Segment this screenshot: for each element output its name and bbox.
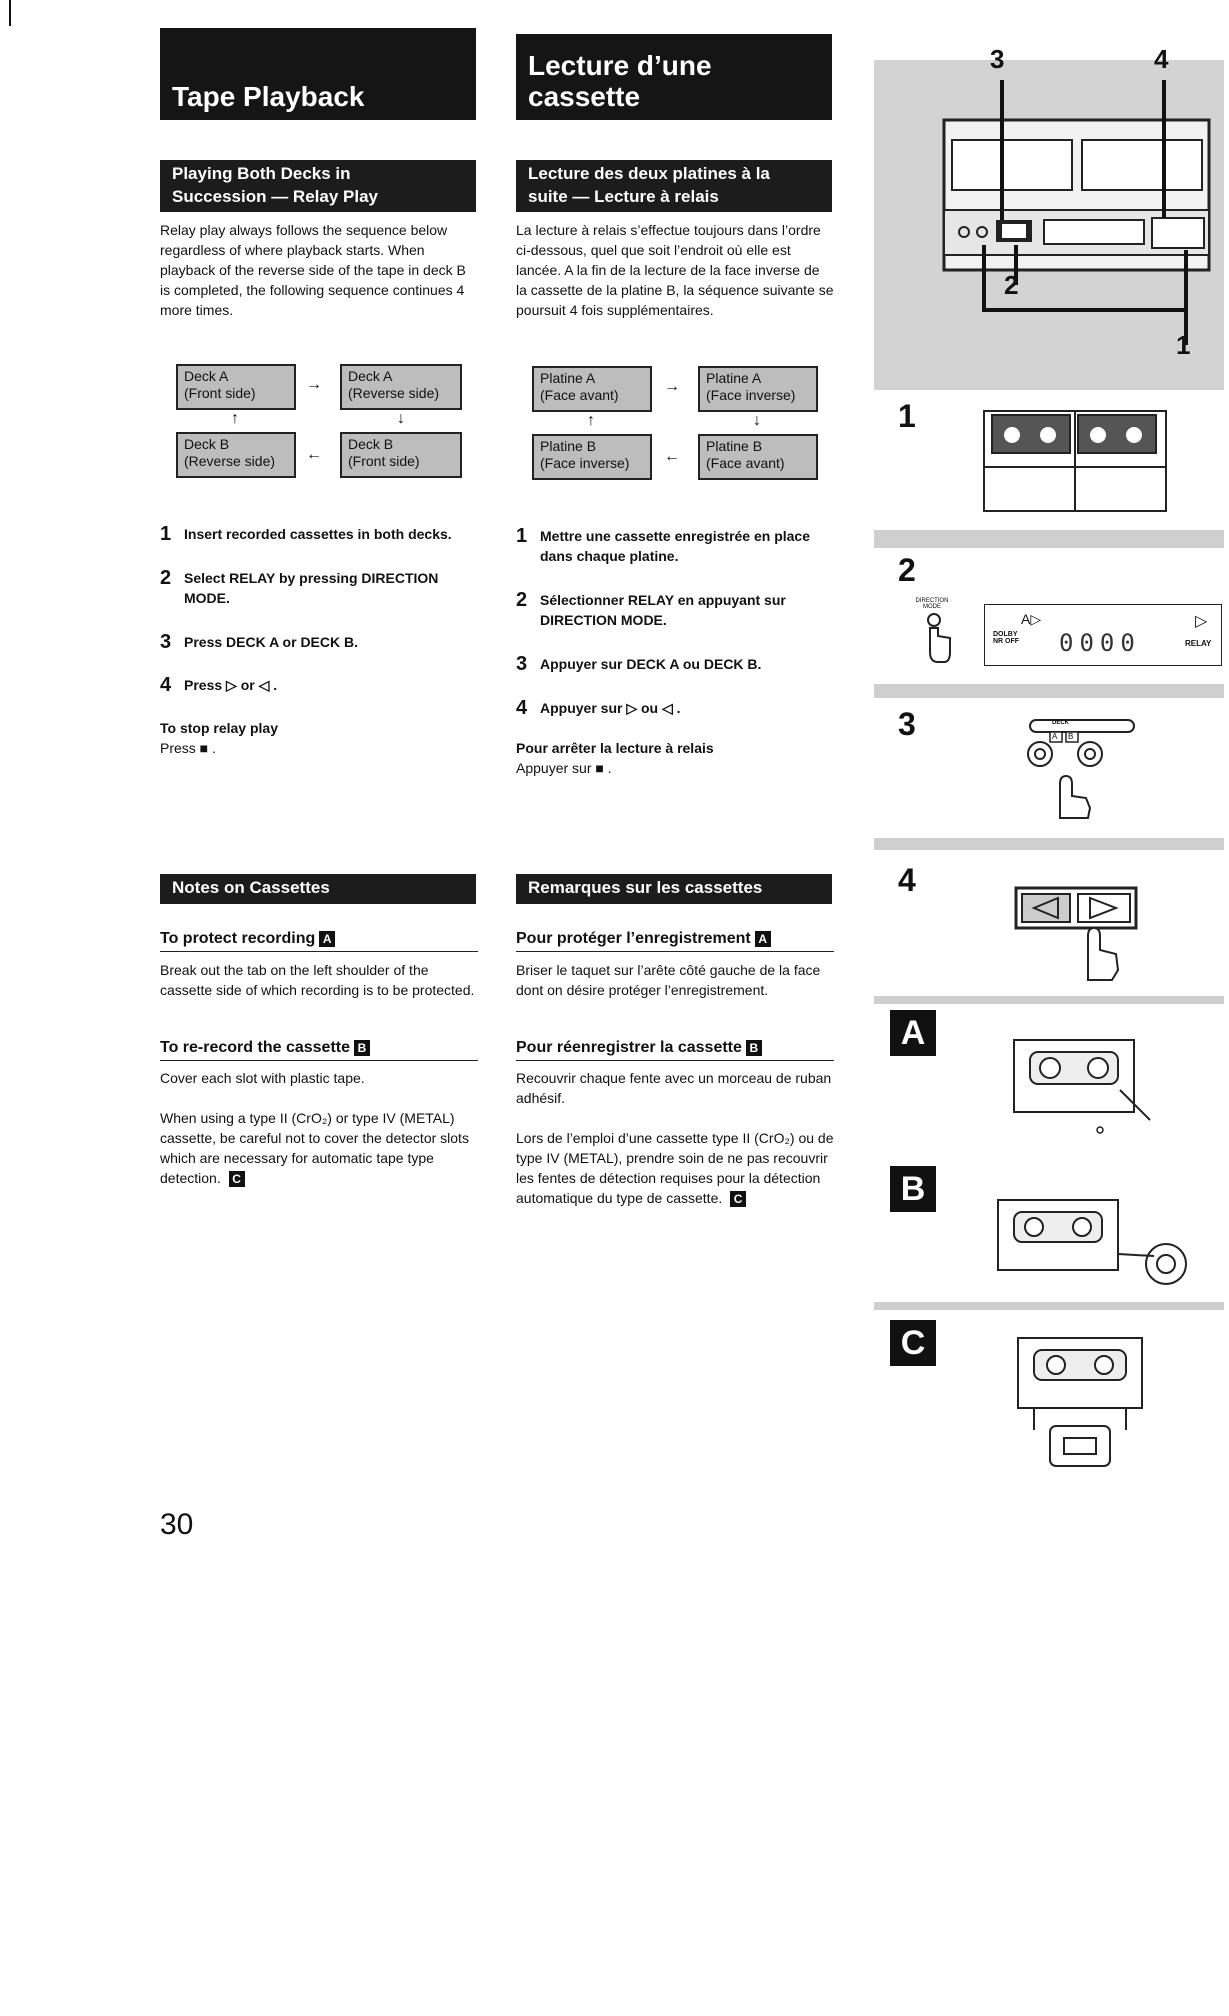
- step-en-2: 2 Select RELAY by pressing DIRECTION MODE.: [160, 567, 439, 606]
- stop-fr: [516, 738, 714, 778]
- rerecord-heading-en: To re-record the cassette B: [160, 1039, 478, 1061]
- protect-heading-en: To protect recording A: [160, 930, 478, 952]
- protect-heading-fr: Pour protéger l’enregistrement A: [516, 930, 834, 952]
- detector-slots-illustration: [1014, 1330, 1154, 1470]
- panel-a-badge: A: [890, 1010, 936, 1056]
- title-fr-line2: cassette: [528, 81, 641, 112]
- panel-b-badge: B: [890, 1166, 936, 1212]
- rerecord-heading-fr: Pour réenregistrer la cassette B: [516, 1039, 834, 1061]
- badge-c-fr-icon: C: [730, 1191, 746, 1207]
- callout-3: 3: [990, 44, 1005, 74]
- display-play-indicator: ▷: [1195, 613, 1208, 630]
- relay-heading-en-line2: Succession — Relay Play: [172, 187, 378, 206]
- divider-band-2: [874, 684, 1224, 698]
- type-text-fr: Lors de l’emploi d’une cassette type II (CrO₂) ou de type IV (METAL), prendre soin de ne pas recouvrir les fentes de détection requises pour la détection automatique du type de cassette. C: [516, 1130, 834, 1207]
- seq-en-deck-a-reverse: Deck A (Reverse side): [340, 364, 462, 410]
- step-en-3: 3 Press DECK A or DECK B.: [160, 631, 359, 653]
- seq-fr-platine-a-avant: Platine A (Face avant): [532, 366, 652, 412]
- seq-en-deck-a-front: Deck A (Front side): [176, 364, 296, 410]
- stop-en: [160, 718, 278, 758]
- deck-a-label: A: [1052, 732, 1058, 741]
- callout-1: 1: [1176, 330, 1191, 360]
- badge-a-fr-icon: A: [755, 931, 771, 947]
- divider-band-3: [874, 838, 1224, 850]
- relay-heading-fr-line2: suite — Lecture à relais: [528, 187, 719, 206]
- step-en-1: 1 Insert recorded cassettes in both decks.: [160, 523, 452, 545]
- fig-step-4: 4: [898, 862, 916, 898]
- seq-en-deck-b-front: Deck B (Front side): [340, 432, 462, 478]
- divider-band-1: [874, 530, 1224, 548]
- tape-cover-illustration: [994, 1194, 1194, 1294]
- title-fr-line1: Lecture d’une: [528, 50, 712, 81]
- protect-text-fr: Briser le taquet sur l’arête côté gauche de la face dont on désire protéger l’enregistrement.: [516, 962, 821, 998]
- stop-en-text: Press ■ .: [160, 740, 216, 756]
- step-fr-4: 4 Appuyer sur ▷ ou ◁ .: [516, 697, 681, 719]
- panel-c-badge: C: [890, 1320, 936, 1366]
- divider-band-4: [874, 996, 1224, 1004]
- deck-buttons-illustration: [1020, 718, 1140, 828]
- cassette-insert-illustration: [980, 405, 1170, 520]
- relay-heading-en: [160, 160, 476, 212]
- divider-band-5: [874, 1302, 1224, 1310]
- seq-en-deck-b-reverse: Deck B (Reverse side): [176, 432, 296, 478]
- step-fr-1: 1 Mettre une cassette enregistrée en place dans chaque platine.: [516, 525, 811, 564]
- margin-mark: [9, 0, 11, 26]
- notes-heading-en: Notes on Cassettes: [160, 874, 476, 904]
- protect-tab-illustration: [1010, 1030, 1160, 1140]
- deck-b-label: B: [1068, 732, 1074, 741]
- title-en: [160, 28, 476, 120]
- play-buttons-illustration: [1012, 884, 1142, 984]
- step-fr-2: 2 Sélectionner RELAY en appuyant sur DIRECTION MODE.: [516, 589, 786, 628]
- step-en-4: 4 Press ▷ or ◁ .: [160, 674, 278, 696]
- seq-fr-arrow-up: ↑: [587, 412, 595, 429]
- fig-step-1: 1: [898, 398, 916, 434]
- protect-text-en: Break out the tab on the left shoulder of the cassette side of which recording is to be protected.: [160, 962, 475, 998]
- deck-label: DECK: [1052, 720, 1070, 726]
- seq-fr-arrow-down: ↓: [753, 412, 761, 429]
- title-fr: [516, 34, 832, 120]
- callout-2: 2: [1004, 270, 1019, 300]
- fig-step-3: 3: [898, 706, 916, 742]
- relay-body-en: Relay play always follows the sequence below regardless of where playback starts. When playback of the reverse side of the tape in deck B is completed, the following sequence continues 4 more times.: [160, 222, 466, 318]
- seq-fr-platine-b-inverse: Platine B (Face inverse): [532, 434, 652, 480]
- step-fr-3: 3 Appuyer sur DECK A ou DECK B.: [516, 653, 762, 675]
- title-en-text: Tape Playback: [172, 81, 365, 112]
- relay-heading-en-line1: Playing Both Decks in: [172, 164, 351, 183]
- seq-en-arrow-left: ←: [306, 446, 322, 463]
- type-text-en: When using a type II (CrO₂) or type IV (METAL) cassette, be careful not to cover the detector slots which are necessary for automatic tape type detection. C: [160, 1110, 469, 1187]
- notes-heading-fr: Remarques sur les cassettes: [516, 874, 832, 904]
- seq-en-arrow-down: ↓: [397, 410, 405, 427]
- stop-en-heading: To stop relay play: [160, 720, 278, 736]
- fig-step-2: 2: [898, 552, 916, 588]
- seq-en-arrow-up: ↑: [231, 410, 239, 427]
- stop-fr-heading: Pour arrêter la lecture à relais: [516, 740, 714, 756]
- relay-heading-fr: [516, 160, 832, 212]
- display-a-indicator: A▷: [1021, 611, 1042, 627]
- relay-heading-fr-line1: Lecture des deux platines à la: [528, 164, 770, 183]
- seq-fr-arrow-right: →: [664, 378, 680, 395]
- stop-fr-text: Appuyer sur ■ .: [516, 760, 612, 776]
- page-number: 30: [160, 1508, 194, 1541]
- display-dolby: DOLBY NR OFF: [993, 631, 1020, 645]
- display-counter: 0000: [1059, 629, 1141, 657]
- seq-fr-arrow-left: ←: [664, 448, 680, 465]
- badge-b-fr-icon: B: [746, 1040, 762, 1056]
- seq-en-arrow-right: →: [306, 376, 322, 393]
- finger-press-icon: [922, 612, 952, 664]
- rerecord-text-fr: Recouvrir chaque fente avec un morceau de ruban adhésif.: [516, 1070, 832, 1106]
- badge-a-icon: A: [319, 931, 335, 947]
- badge-c-icon: C: [229, 1171, 245, 1187]
- seq-fr-platine-b-avant: Platine B (Face avant): [698, 434, 818, 480]
- display-panel: [984, 604, 1222, 666]
- seq-fr-platine-a-inverse: Platine A (Face inverse): [698, 366, 818, 412]
- callout-4: 4: [1154, 44, 1169, 74]
- relay-body-fr: La lecture à relais s’effectue toujours dans l’ordre ci-dessous, quel que soit l’endroit où elle est lancée. A la fin de la lecture de la face inverse de la cassette de la platine B, la séquence suivante se poursuit 4 fois supplémentaires.: [516, 222, 834, 318]
- direction-mode-label: DIRECTION MODE: [915, 598, 949, 610]
- badge-b-icon: B: [354, 1040, 370, 1056]
- tape-deck-illustration: [874, 40, 1224, 400]
- rerecord-text-en: Cover each slot with plastic tape.: [160, 1070, 365, 1086]
- display-relay: RELAY: [1185, 639, 1212, 648]
